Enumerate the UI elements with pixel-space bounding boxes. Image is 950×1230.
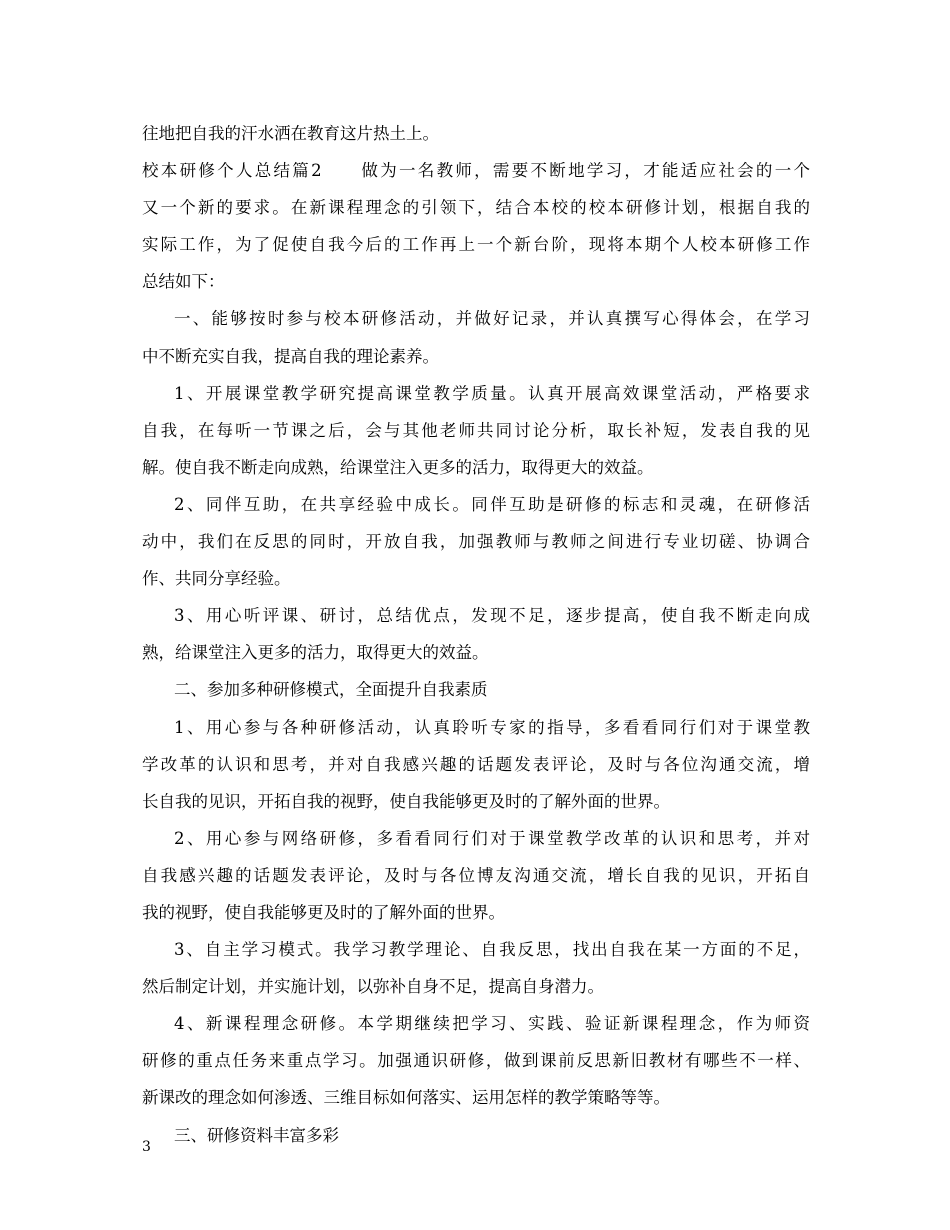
text-line: 作、共同分享经验。 <box>142 569 291 589</box>
text-line: 我的视野，使自我能够更及时的了解外面的世界。 <box>142 902 505 922</box>
text-line: 2、用心参与网络研修，多看看同行们对于课堂教学改革的认识和思考，并对 <box>174 828 810 848</box>
text-line: 往地把自我的汗水洒在教育这片热土上。 <box>142 124 439 143</box>
text-line: 自我，在每听一节课之后，会与其他老师共同讨论分析，取长补短，发表自我的见 <box>142 420 810 440</box>
text-line: 3、自主学习模式。我学习教学理论、自我反思，找出自我在某一方面的不足， <box>174 940 810 960</box>
text-line: 熟，给课堂注入更多的活力，取得更大的效益。 <box>142 643 489 663</box>
text-line: 1、用心参与各种研修活动，认真聆听专家的指导，多看看同行们对于课堂教 <box>174 717 810 737</box>
text-line: 一、能够按时参与校本研修活动，并做好记录，并认真撰写心得体会，在学习 <box>174 309 810 329</box>
text-line: 总结如下： <box>142 272 225 292</box>
text-line: 自我感兴趣的话题发表评论，及时与各位博友沟通交流，增长自我的见识，开拓自 <box>142 865 810 885</box>
text-line: 解。使自我不断走向成熟，给课堂注入更多的活力，取得更大的效益。 <box>142 457 654 477</box>
text-line: 然后制定计划，并实施计划，以弥补自身不足，提高自身潜力。 <box>142 977 604 997</box>
text-line: 学改革的认识和思考，并对自我感兴趣的话题发表评论，及时与各位沟通交流，增 <box>142 754 810 774</box>
text-line: 1、开展课堂教学研究提高课堂教学质量。认真开展高效课堂活动，严格要求 <box>174 383 810 403</box>
text-line: 4、新课程理念研修。本学期继续把学习、实践、验证新课程理念，作为师资 <box>174 1014 810 1034</box>
text-line: 又一个新的要求。在新课程理念的引领下，结合本校的校本研修计划，根据自我的 <box>142 198 810 218</box>
document-body <box>142 115 810 1154</box>
text-line: 研修的重点任务来重点学习。加强通识研修，做到课前反思新旧教材有哪些不一样、 <box>142 1051 810 1071</box>
section-heading: 二、参加多种研修模式，全面提升自我素质 <box>174 680 488 700</box>
text-line: 实际工作，为了促使自我今后的工作再上一个新台阶，现将本期个人校本研修工作 <box>142 235 810 255</box>
text-line: 校本研修个人总结篇2 做为一名教师，需要不断地学习，才能适应社会的一个 <box>142 161 810 181</box>
text-line: 长自我的见识，开拓自我的视野，使自我能够更及时的了解外面的世界。 <box>142 791 670 811</box>
text-line: 3、用心听评课、研讨，总结优点，发现不足，逐步提高，使自我不断走向成 <box>174 606 810 626</box>
text-line: 动中，我们在反思的同时，开放自我，加强教师与教师之间进行专业切磋、协调合 <box>142 532 810 552</box>
text-line: 2、同伴互助，在共享经验中成长。同伴互助是研修的标志和灵魂，在研修活 <box>174 494 810 514</box>
section-heading: 三、研修资料丰富多彩 <box>174 1125 339 1145</box>
text-line: 中不断充实自我，提高自我的理论素养。 <box>142 346 439 366</box>
page-number: 3 <box>142 1139 151 1155</box>
text-line: 新课改的理念如何渗透、三维目标如何落实、运用怎样的教学策略等等。 <box>142 1088 670 1108</box>
